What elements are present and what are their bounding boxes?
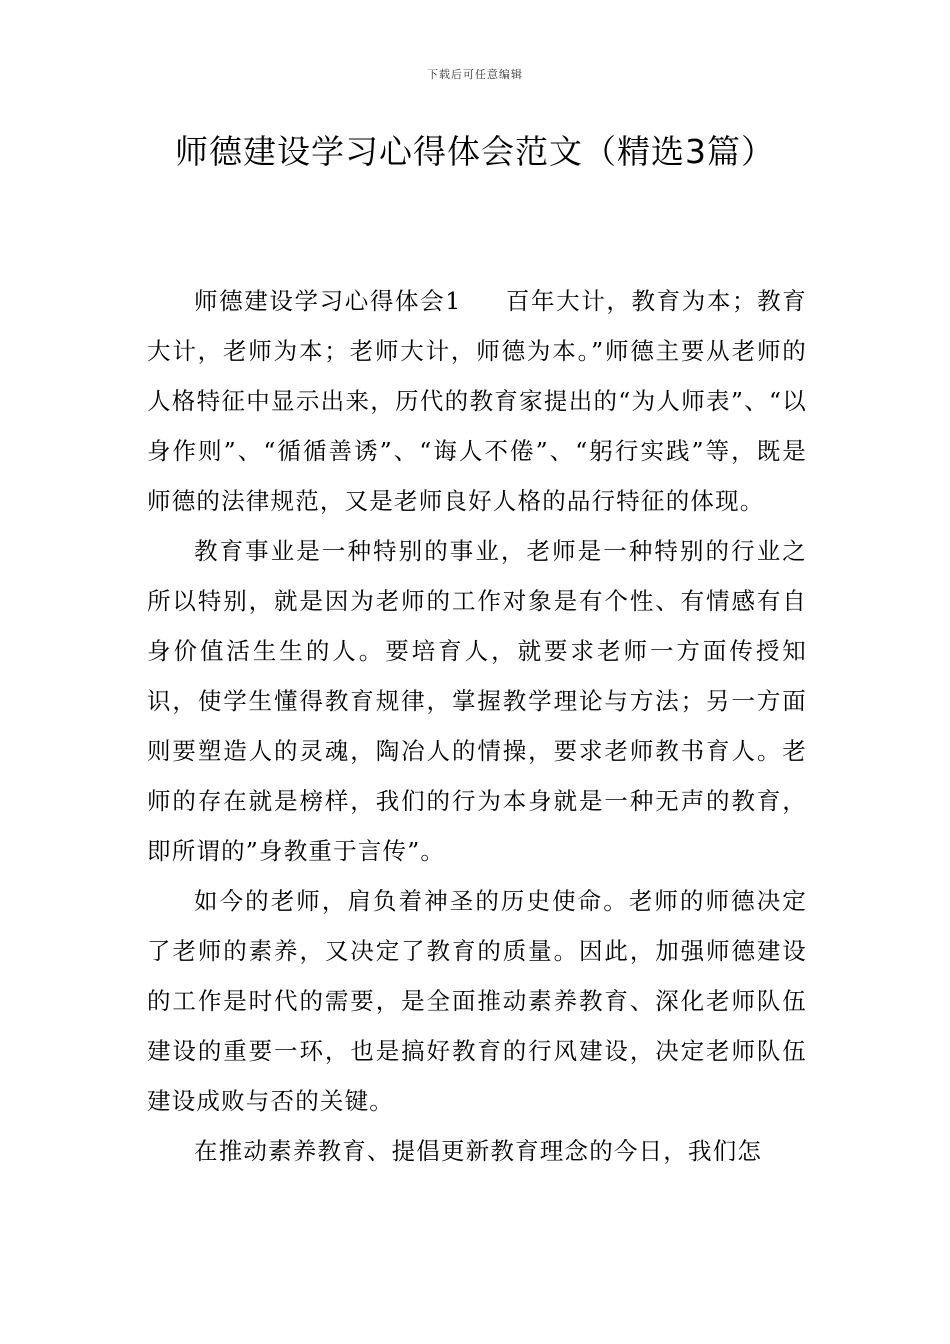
paragraph xyxy=(147,276,807,526)
paragraph xyxy=(147,1126,807,1176)
paragraph-text: 如今的老师，肩负着神圣的历史使命。老师的师德决定了老师的素养，又决定了教育的质量。因此，加强师德建设的工作是时代的需要，是全面推动素养教育、深化老师队伍建设的重要一环，也是搞好教育的行风建设，决定老师队伍建设成败与否的关键。 xyxy=(147,887,807,1115)
paragraph-text: 教育事业是一种特别的事业，老师是一种特别的行业之所以特别，就是因为老师的工作对象是有个性、有情感有自身价值活生生的人。要培育人，就要求老师一方面传授知识，使学生懂得教育规律，掌握教学理论与方法；另一方面则要塑造人的灵魂，陶冶人的情操，要求老师教书育人。老师的存在就是榜样，我们的行为本身就是一种无声的教育，即所谓的”身教重于言传”。 xyxy=(147,537,807,865)
section-heading: 师德建设学习心得体会1 xyxy=(194,287,462,315)
paragraph-text: 百年大计，教育为本；教育大计，老师为本；老师大计，师德为本。”师德主要从老师的人格特征中显示出来，历代的教育家提出的“为人师表”、“以身作则”、“循循善诱”、“诲人不倦”、“躬行实践”等，既是师德的法律规范，又是老师良好人格的品行特征的体现。 xyxy=(147,287,808,515)
header-note: 下载后可任意编辑 xyxy=(427,68,523,81)
paragraph xyxy=(147,526,807,876)
document-body xyxy=(147,276,807,1176)
document-title: 师德建设学习心得体会范文（精选3篇） xyxy=(175,132,775,171)
paragraph xyxy=(147,876,807,1126)
paragraph-text: 在推动素养教育、提倡更新教育理念的今日，我们怎 xyxy=(194,1137,763,1165)
